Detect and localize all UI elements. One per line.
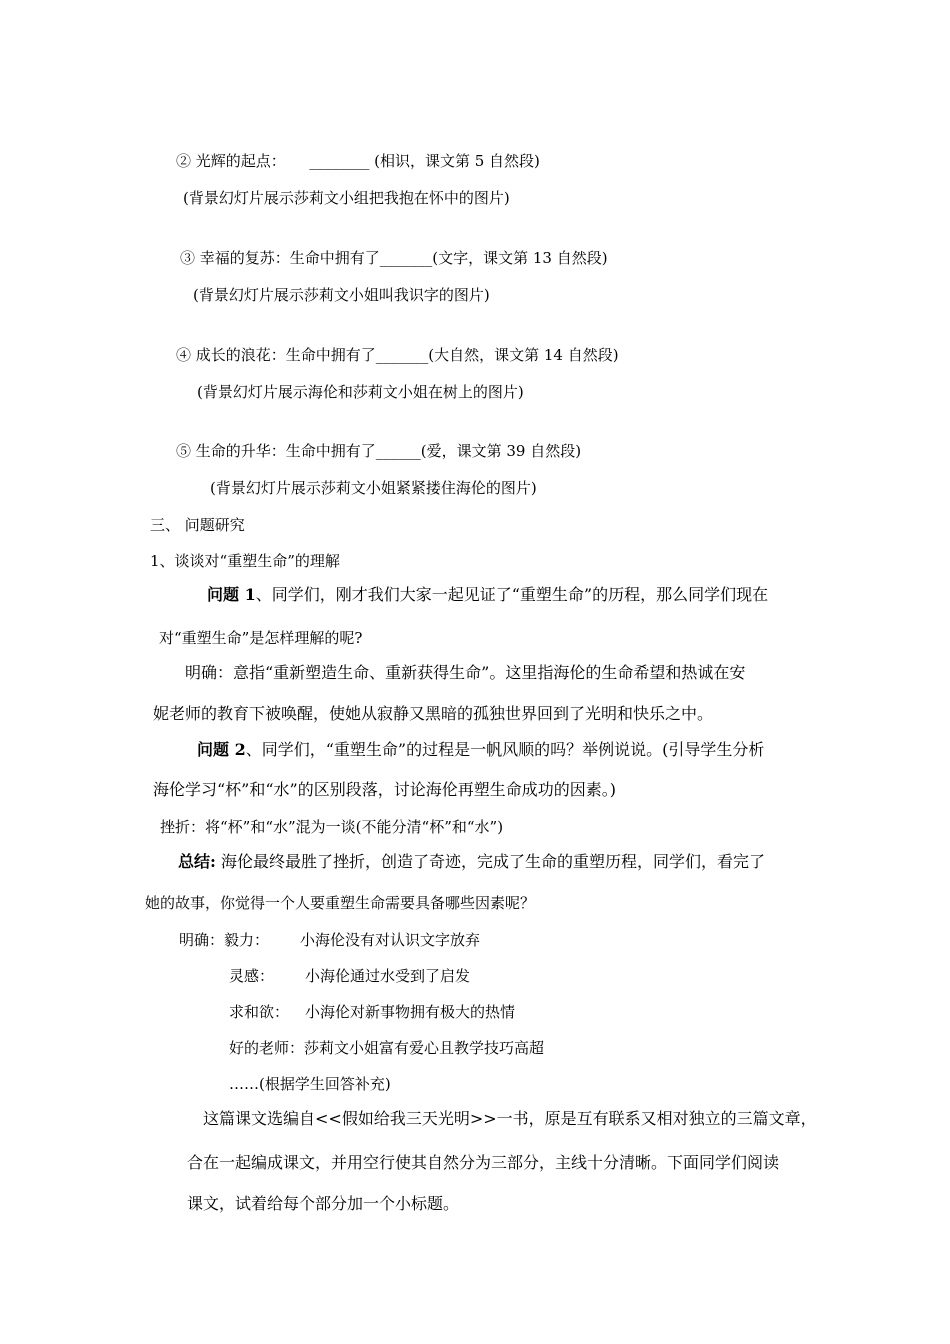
summary-line1: [178, 852, 765, 872]
summary-text: 海伦最终最胜了挫折，创造了奇迹，完成了生命的重塑历程，同学们，看完了: [215, 852, 766, 871]
stage2-title: ② 光辉的起点：: [176, 152, 286, 170]
factor-desc: 小海伦对新事物拥有极大的热情: [305, 1003, 516, 1021]
question1-text: 、同学们，刚才我们大家一起见证了“重塑生命”的历程，那么同学们现在: [255, 585, 769, 604]
factor-term: 好的老师：: [229, 1039, 305, 1057]
question2-line1: [197, 740, 764, 760]
factors-more: ……(根据学生回答补充): [229, 1075, 391, 1093]
factor-desc: 小海伦没有对认识文字放弃: [300, 931, 481, 949]
summary-line2: 她的故事，你觉得一个人要重塑生命需要具备哪些因素呢？: [145, 894, 536, 912]
section3-subheading: 1、谈谈对“重塑生命”的理解: [150, 552, 340, 570]
factor-term: 求和欲：: [229, 1003, 290, 1021]
stage5-background-note: (背景幻灯片展示莎莉文小姐紧紧搂住海伦的图片): [210, 479, 537, 497]
section3-heading: 三、 问题研究: [150, 516, 245, 534]
question2-text: 、同学们，“重塑生命”的过程是一帆风顺的吗？举例说说。(引导学生分析: [245, 740, 765, 759]
factor-desc: 莎莉文小姐富有爱心且教学技巧高超: [304, 1039, 545, 1057]
answer1-line2: 妮老师的教育下被唤醒，使她从寂静又黑暗的孤独世界回到了光明和快乐之中。: [153, 704, 714, 723]
factor-term: 灵感：: [229, 967, 275, 985]
stage2-note: (相识，课文第 5 自然段): [374, 152, 540, 170]
answer1-line1: 明确：意指“重新塑造生命、重新获得生命”。这里指海伦的生命希望和热诚在安: [185, 663, 746, 682]
factor-row: [229, 966, 470, 986]
stage2-background-note: (背景幻灯片展示莎莉文小组把我抱在怀中的图片): [183, 189, 510, 207]
stage4-background-note: (背景幻灯片展示海伦和莎莉文小姐在树上的图片): [197, 383, 524, 401]
stage3-background-note: (背景幻灯片展示莎莉文小姐叫我识字的图片): [193, 286, 490, 304]
setback-line: 挫折：将“杯”和“水”混为一谈(不能分清“杯”和“水”): [160, 818, 504, 836]
summary-label: 总结:: [178, 852, 216, 871]
factor-row: [229, 1002, 515, 1022]
factor-desc: 小海伦通过水受到了启发: [305, 967, 471, 985]
question1-line2: 对“重塑生命”是怎样理解的呢?: [159, 629, 363, 647]
stage2-line: [176, 151, 540, 171]
factors-prefix: 明确：: [179, 931, 225, 949]
closing-line2: 合在一起编成课文，并用空行使其自然分为三部分，主线十分清晰。下面同学们阅读: [187, 1153, 780, 1172]
stage3-line: ③ 幸福的复苏：生命中拥有了_______(文字，课文第 13 自然段): [180, 249, 608, 267]
factor-row: [179, 930, 480, 950]
factor-term: 毅力：: [224, 931, 270, 949]
question1-label: 问题 1: [207, 585, 256, 604]
closing-line3: 课文，试着给每个部分加一个小标题。: [187, 1194, 460, 1213]
question2-line2: 海伦学习“杯”和“水”的区别段落，讨论海伦再塑生命成功的因素。): [153, 780, 616, 799]
stage5-line: ⑤ 生命的升华：生命中拥有了______(爱，课文第 39 自然段): [176, 442, 582, 460]
question2-label: 问题 2: [197, 740, 246, 759]
stage4-line: ④ 成长的浪花：生命中拥有了_______(大自然，课文第 14 自然段): [176, 346, 619, 364]
closing-line1: 这篇课文选编自<<假如给我三天光明>>一书，原是互有联系又相对独立的三篇文章，: [203, 1109, 817, 1128]
factor-row: [229, 1038, 544, 1058]
stage2-blank: ________: [309, 152, 370, 170]
question1-line1: [207, 585, 768, 605]
